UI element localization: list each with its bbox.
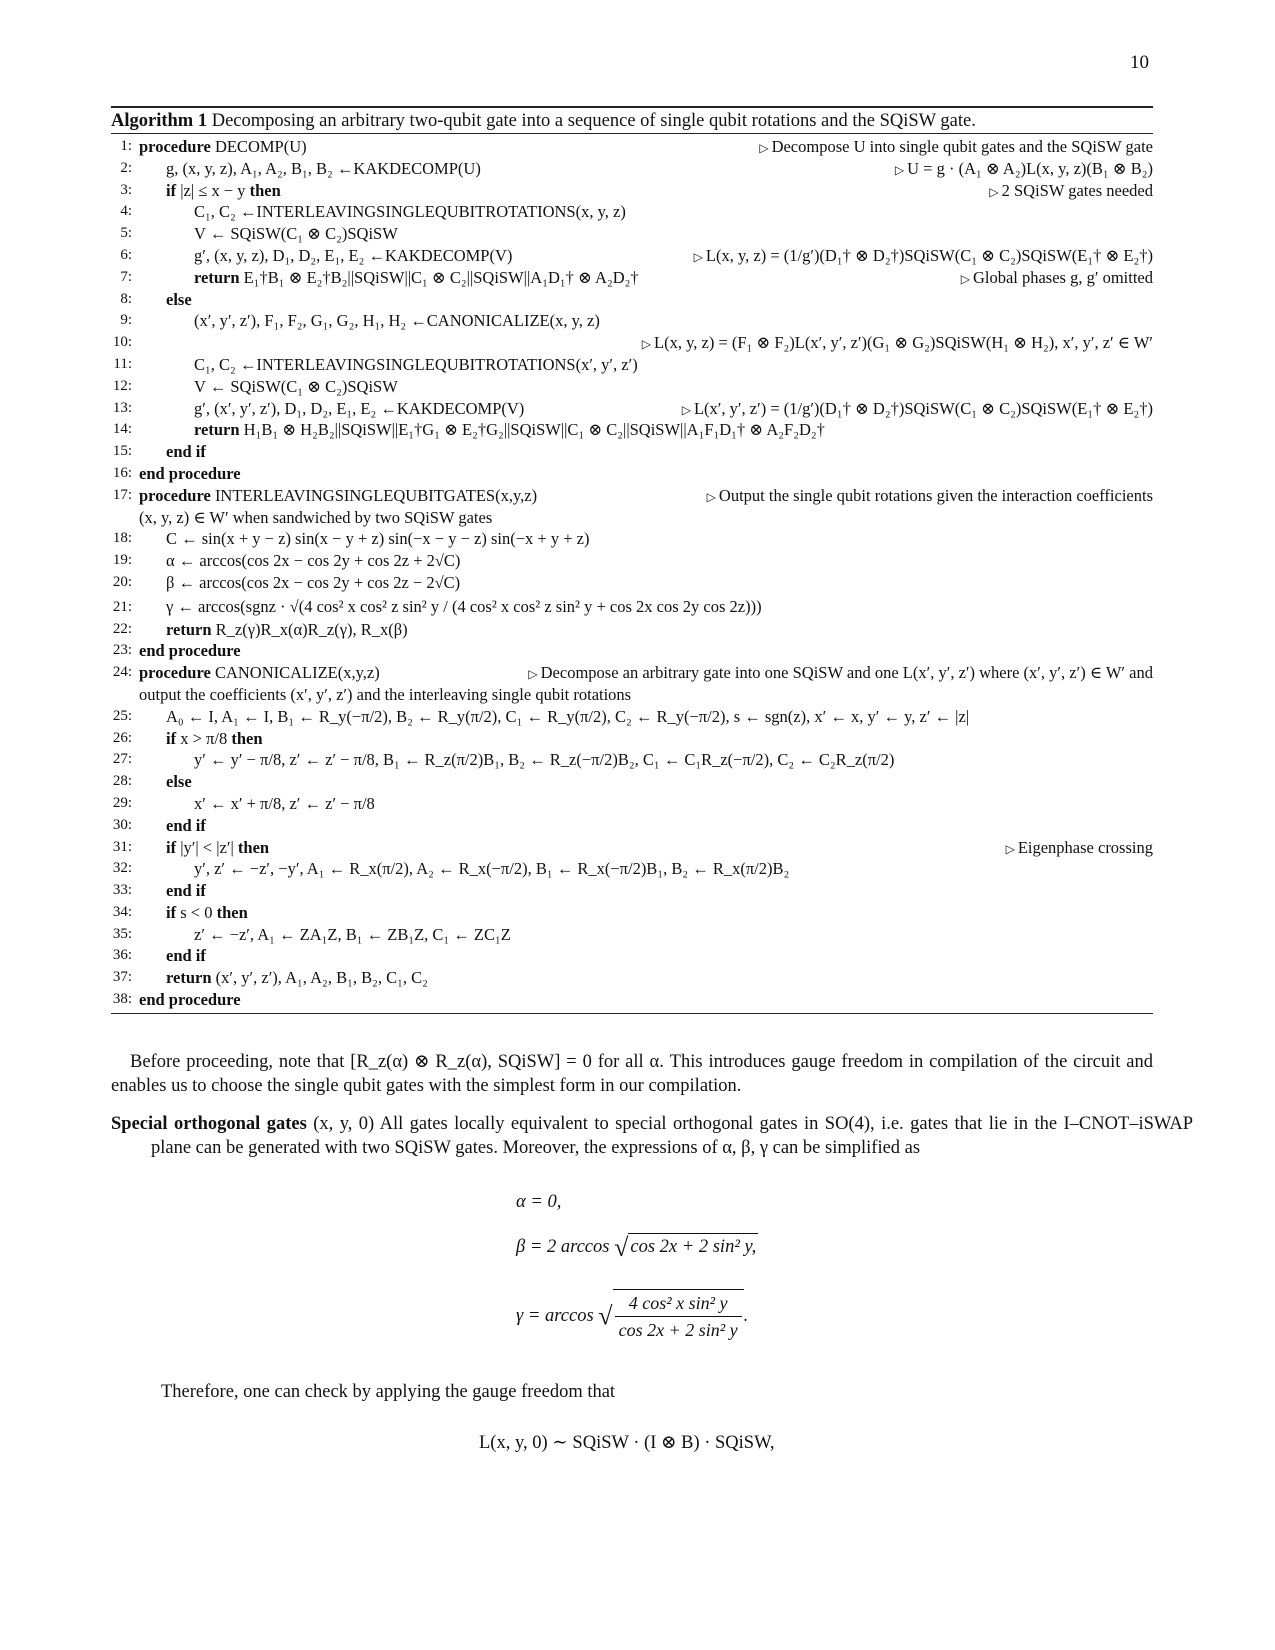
line-code [139,815,1153,837]
line-code [139,223,1153,245]
line-code-text: if s < 0 then [166,902,248,922]
line-number: 29: [112,794,132,811]
line-code-text: return (x′, y′, z′), A₁, A₂, B₁, B₂, C₁, C₂ [166,968,428,988]
keyword: if [166,902,177,922]
line-number: 28: [112,773,132,790]
line-code [139,310,1153,332]
paragraph-gauge: Before proceeding, note that [R_z(α) ⊗ R_z(α), SQiSW] = 0 for all α. This introduces gauge freedom in compilation of the circuit and enables us to choose the single qubit gates with the simplest form in our compilation. [111,1052,1153,1096]
algorithm-line [111,267,1153,289]
line-code [139,463,1153,485]
paragraph-therefore: Therefore, one can check by applying the gauge freedom that [161,1382,616,1402]
algorithm-line [111,180,1153,202]
keyword: if [166,837,177,857]
algorithm-line [111,463,1153,485]
keyword: else [166,772,192,792]
line-comment: ▷ L(x, y, z) = (1/g′)(D₁† ⊗ D₂†)SQiSW(C₁ ⊗ C₂)SQiSW(E₁† ⊗ E₂†) [694,245,1153,269]
line-code [139,354,1153,376]
equation-gamma-numerator: 4 cos² x sin² y [615,1290,742,1317]
line-code [139,419,1153,441]
line-code-text: (x′, y′, z′), F₁, F₂, G₁, G₂, H₁, H₂ ←CANONICALIZE(x, y, z) [194,311,600,331]
line-code-text: γ ← arccos(sgnz · √(4 cos² x cos² z sin² y / (4 cos² x cos² z sin² y + cos 2x cos 2y cos 2z))) [166,596,762,616]
line-number: 22: [112,620,132,637]
algorithm-line [111,485,1153,529]
line-code-text [139,990,241,1009]
line-number: 19: [112,552,132,569]
line-code-text [139,333,194,352]
line-number: 35: [112,925,132,942]
line-code-text: procedure INTERLEAVINGSINGLEQUBITGATES(x,y,z) [139,485,538,505]
line-number: 36: [112,947,132,964]
line-code [139,924,1153,946]
line-code-text: g, (x, y, z), A₁, A₂, B₁, B₂ ←KAKDECOMP(U) [166,158,481,178]
equation-final: L(x, y, 0) ∼ SQiSW · (I ⊗ B) · SQiSW, [479,1433,775,1453]
keyword: if [166,180,177,200]
line-number: 27: [112,751,132,768]
keyword: end if [166,881,206,901]
algorithm-line [111,332,1153,354]
line-code-text [139,772,192,791]
keyword: then [237,837,270,857]
algorithm-line [111,989,1153,1011]
line-code [139,793,1153,815]
line-code-text: y′ ← y′ − π/8, z′ ← z′ − π/8, B₁ ← R_z(π/2)B₁, B₂ ← R_z(−π/2)B₂, C₁ ← C₁R_z(−π/2), C₂ ← C₂R_z(π/2) [194,750,895,770]
line-comment: ▷ U = g · (A₁ ⊗ A₂)L(x, y, z)(B₁ ⊗ B₂) [895,158,1153,182]
line-number: 3: [120,181,132,198]
line-number: 6: [120,246,132,263]
line-code [139,967,1153,989]
line-code [139,376,1153,398]
line-code-text: return R_z(γ)R_x(α)R_z(γ), R_x(β) [166,619,408,639]
equation-gamma-lhs: γ = arccos [516,1305,594,1326]
line-number: 8: [120,290,132,307]
algorithm-caption [111,106,1153,134]
keyword: return [166,619,212,639]
line-number: 37: [112,969,132,986]
line-code-text: β ← arccos(cos 2x − cos 2y + cos 2z − 2√C) [166,572,461,592]
line-number: 2: [120,159,132,176]
keyword: end procedure [139,463,241,483]
line-code-text [139,816,206,835]
paragraph-body: (x, y, 0) All gates locally equivalent to special orthogonal gates in SO(4), i.e. gates that lie in the I–CNOT–iSWAP plane can be generated with two SQiSW gates. Moreover, the expressions of α, β, γ can be simplified as [151,1114,1193,1158]
line-continuation: (x, y, z) ∈ W′ when sandwiched by two SQiSW gates [139,507,493,527]
line-code-text: y′, z′ ← −z′, −y′, A₁ ← R_x(π/2), A₂ ← R_x(−π/2), B₁ ← R_x(−π/2)B₁, B₂ ← R_x(π/2)B₂ [194,859,790,879]
line-code [139,441,1153,463]
line-comment: ▷ 2 SQiSW gates needed [989,180,1153,204]
algorithm-label: Algorithm 1 [111,111,208,131]
line-number: 11: [113,355,132,372]
line-number: 10: [112,334,132,351]
line-code-text: g′, (x, y, z), D₁, D₂, E₁, E₂ ←KAKDECOMP(V) [194,245,513,265]
line-number: 12: [112,377,132,394]
line-number: 16: [112,464,132,481]
line-code-text: procedure DECOMP(U) [139,137,307,156]
algorithm-line [111,441,1153,463]
sqrt-sign-icon: √ [614,1232,629,1262]
line-code-text [139,442,206,461]
keyword: return [194,420,240,440]
algorithm-line [111,619,1153,641]
line-continuation: output the coefficients (x′, y′, z′) and the interleaving single qubit rotations [139,684,632,704]
algorithm-line [111,201,1153,223]
equation-gamma-fraction [615,1290,742,1343]
line-code-text: x′ ← x′ + π/8, z′ ← z′ − π/8 [194,793,375,813]
algorithm-line [111,880,1153,902]
line-comment: ▷ Output the single qubit rotations given the interaction coefficients [707,485,1153,509]
line-number: 23: [112,642,132,659]
keyword: end if [166,442,206,462]
line-code-text [139,881,206,900]
algorithm-lines [111,134,1153,1014]
algorithm-line [111,837,1153,859]
algorithm-line [111,528,1153,550]
line-code-text: return H₁B₁ ⊗ H₂B₂||SQiSW||E₁†G₁ ⊗ E₂†G₂||SQiSW||C₁ ⊗ C₂||SQiSW||A₁F₁D₁† ⊗ A₂F₂D₂† [194,420,825,440]
line-number: 13: [112,399,132,416]
line-code [139,837,1153,859]
equation-beta-lhs: β = 2 arccos [516,1237,610,1257]
algorithm-block [111,106,1153,1014]
equation-beta-radicand: cos 2x + 2 sin² y, [628,1233,758,1260]
algorithm-line [111,662,1153,706]
keyword: procedure [139,663,211,683]
keyword: end if [166,946,206,966]
line-number: 24: [112,664,132,681]
line-code-text: C₁, C₂ ←INTERLEAVINGSINGLEQUBITROTATIONS(x′, y′, z′) [194,354,638,374]
algorithm-line [111,572,1153,594]
algorithm-line [111,967,1153,989]
line-code [139,728,1153,750]
line-code [139,858,1153,880]
equation-gamma [516,1289,748,1343]
line-number: 5: [120,225,132,242]
algorithm-line [111,594,1153,619]
line-code-text: if x > π/8 then [166,728,263,748]
algorithm-line [111,550,1153,572]
equation-gamma-denominator: cos 2x + 2 sin² y [618,1320,738,1340]
sqrt-sign-icon: √ [598,1301,613,1331]
line-code-text: C₁, C₂ ←INTERLEAVINGSINGLEQUBITROTATIONS(x, y, z) [194,202,626,222]
line-code [139,771,1153,793]
equation-gamma-end: . [743,1305,749,1326]
line-code-text: procedure CANONICALIZE(x,y,z) [139,663,380,683]
algorithm-line [111,728,1153,750]
keyword: return [166,968,212,988]
line-code [139,572,1153,594]
algorithm-line [111,245,1153,267]
line-comment: ▷ Global phases g, g′ omitted [961,267,1153,291]
algorithm-line [111,136,1153,158]
algorithm-line [111,749,1153,771]
algorithm-line [111,310,1153,332]
line-comment: ▷ L(x′, y′, z′) = (1/g′)(D₁† ⊗ D₂†)SQiSW(C₁ ⊗ C₂)SQiSW(E₁† ⊗ E₂†) [682,398,1153,422]
line-code [139,201,1153,223]
line-code-text: C ← sin(x + y − z) sin(x − y + z) sin(−x − y − z) sin(−x + y + z) [166,529,590,549]
algorithm-line [111,289,1153,311]
algorithm-line [111,376,1153,398]
algorithm-line [111,640,1153,662]
line-comment: ▷ Decompose an arbitrary gate into one SQiSW and one L(x′, y′, z′) where (x′, y′, z′) ∈ W′ and [528,662,1153,686]
keyword: then [249,180,281,200]
line-code-text: A₀ ← I, A₁ ← I, B₁ ← R_y(−π/2), B₂ ← R_y(π/2), C₁ ← R_y(π/2), C₂ ← R_y(−π/2), s ← sgn(z), x′ ← x, y′ ← y, z′ ← |z| [166,706,970,726]
algorithm-line [111,706,1153,728]
keyword: return [194,267,240,287]
line-number: 26: [112,729,132,746]
line-number: 17: [112,486,132,503]
line-code [139,989,1153,1011]
line-code [139,640,1153,662]
line-code-text [139,290,192,309]
equation-alpha: α = 0, [516,1192,562,1212]
line-number: 4: [120,203,132,220]
line-number: 32: [112,860,132,877]
algorithm-line [111,902,1153,924]
keyword: then [231,728,263,748]
algorithm-line [111,354,1153,376]
line-code [139,749,1153,771]
line-code-text [139,641,241,660]
line-code-text: if |y′| < |z′| then [166,837,270,857]
line-number: 9: [120,312,132,329]
algorithm-line [111,419,1153,441]
line-code-text: if |z| ≤ x − y then [166,180,281,200]
keyword: procedure [139,485,211,505]
line-number: 18: [112,530,132,547]
line-number: 30: [112,816,132,833]
line-code-text: g′, (x′, y′, z′), D₁, D₂, E₁, E₂ ←KAKDECOMP(V) [194,398,525,418]
keyword: then [216,902,248,922]
line-code-text: α ← arccos(cos 2x − cos 2y + cos 2z + 2√C) [166,551,461,571]
line-code [139,902,1153,924]
keyword: end if [166,815,206,835]
line-number: 25: [112,707,132,724]
line-number: 34: [112,903,132,920]
line-number: 14: [112,421,132,438]
line-number: 15: [112,443,132,460]
equation-beta [516,1233,758,1261]
keyword: end procedure [139,990,241,1010]
line-comment: ▷ Eigenphase crossing [1006,837,1153,861]
line-number: 33: [112,882,132,899]
line-comment: ▷ Decompose U into single qubit gates and the SQiSW gate [759,136,1153,160]
keyword: end procedure [139,641,241,661]
line-code [139,528,1153,550]
paragraph-heading: Special orthogonal gates [111,1114,307,1134]
line-number: 7: [120,268,132,285]
algorithm-line [111,945,1153,967]
page-number: 10 [1130,52,1149,73]
line-number: 31: [112,838,132,855]
line-code-text: V ← SQiSW(C₁ ⊗ C₂)SQiSW [194,376,398,396]
algorithm-line [111,924,1153,946]
line-number: 1: [120,138,132,154]
algorithm-line [111,223,1153,245]
line-code [139,706,1153,728]
line-code-text [139,946,206,965]
line-number: 20: [112,573,132,590]
line-number: 38: [112,991,132,1008]
line-number: 21: [112,598,132,615]
line-code [139,289,1153,311]
algorithm-line [111,793,1153,815]
line-code [139,880,1153,902]
line-code [139,945,1153,967]
line-code [139,594,1153,620]
keyword: else [166,289,192,309]
line-code [139,550,1153,572]
line-code-text: return E₁†B₁ ⊗ E₂†B₂||SQiSW||C₁ ⊗ C₂||SQiSW||A₁D₁† ⊗ A₂D₂† [194,267,639,287]
paragraph-special-orthogonal [111,1112,1193,1160]
line-comment: ▷ L(x, y, z) = (F₁ ⊗ F₂)L(x′, y′, z′)(G₁ ⊗ G₂)SQiSW(H₁ ⊗ H₂), x′, y′, z′ ∈ W′ [642,332,1153,356]
keyword: procedure [139,137,211,156]
keyword: if [166,728,177,748]
line-code-text [139,464,241,483]
line-code-text: z′ ← −z′, A₁ ← ZA₁Z, B₁ ← ZB₁Z, C₁ ← ZC₁Z [194,924,511,944]
algorithm-line [111,858,1153,880]
algorithm-line [111,815,1153,837]
algorithm-line [111,771,1153,793]
line-code [139,619,1153,641]
algorithm-line [111,398,1153,420]
algorithm-line [111,158,1153,180]
line-code-text: V ← SQiSW(C₁ ⊗ C₂)SQiSW [194,224,398,244]
algorithm-caption-text: Decomposing an arbitrary two-qubit gate into a sequence of single qubit rotations and the SQiSW gate. [211,111,976,131]
